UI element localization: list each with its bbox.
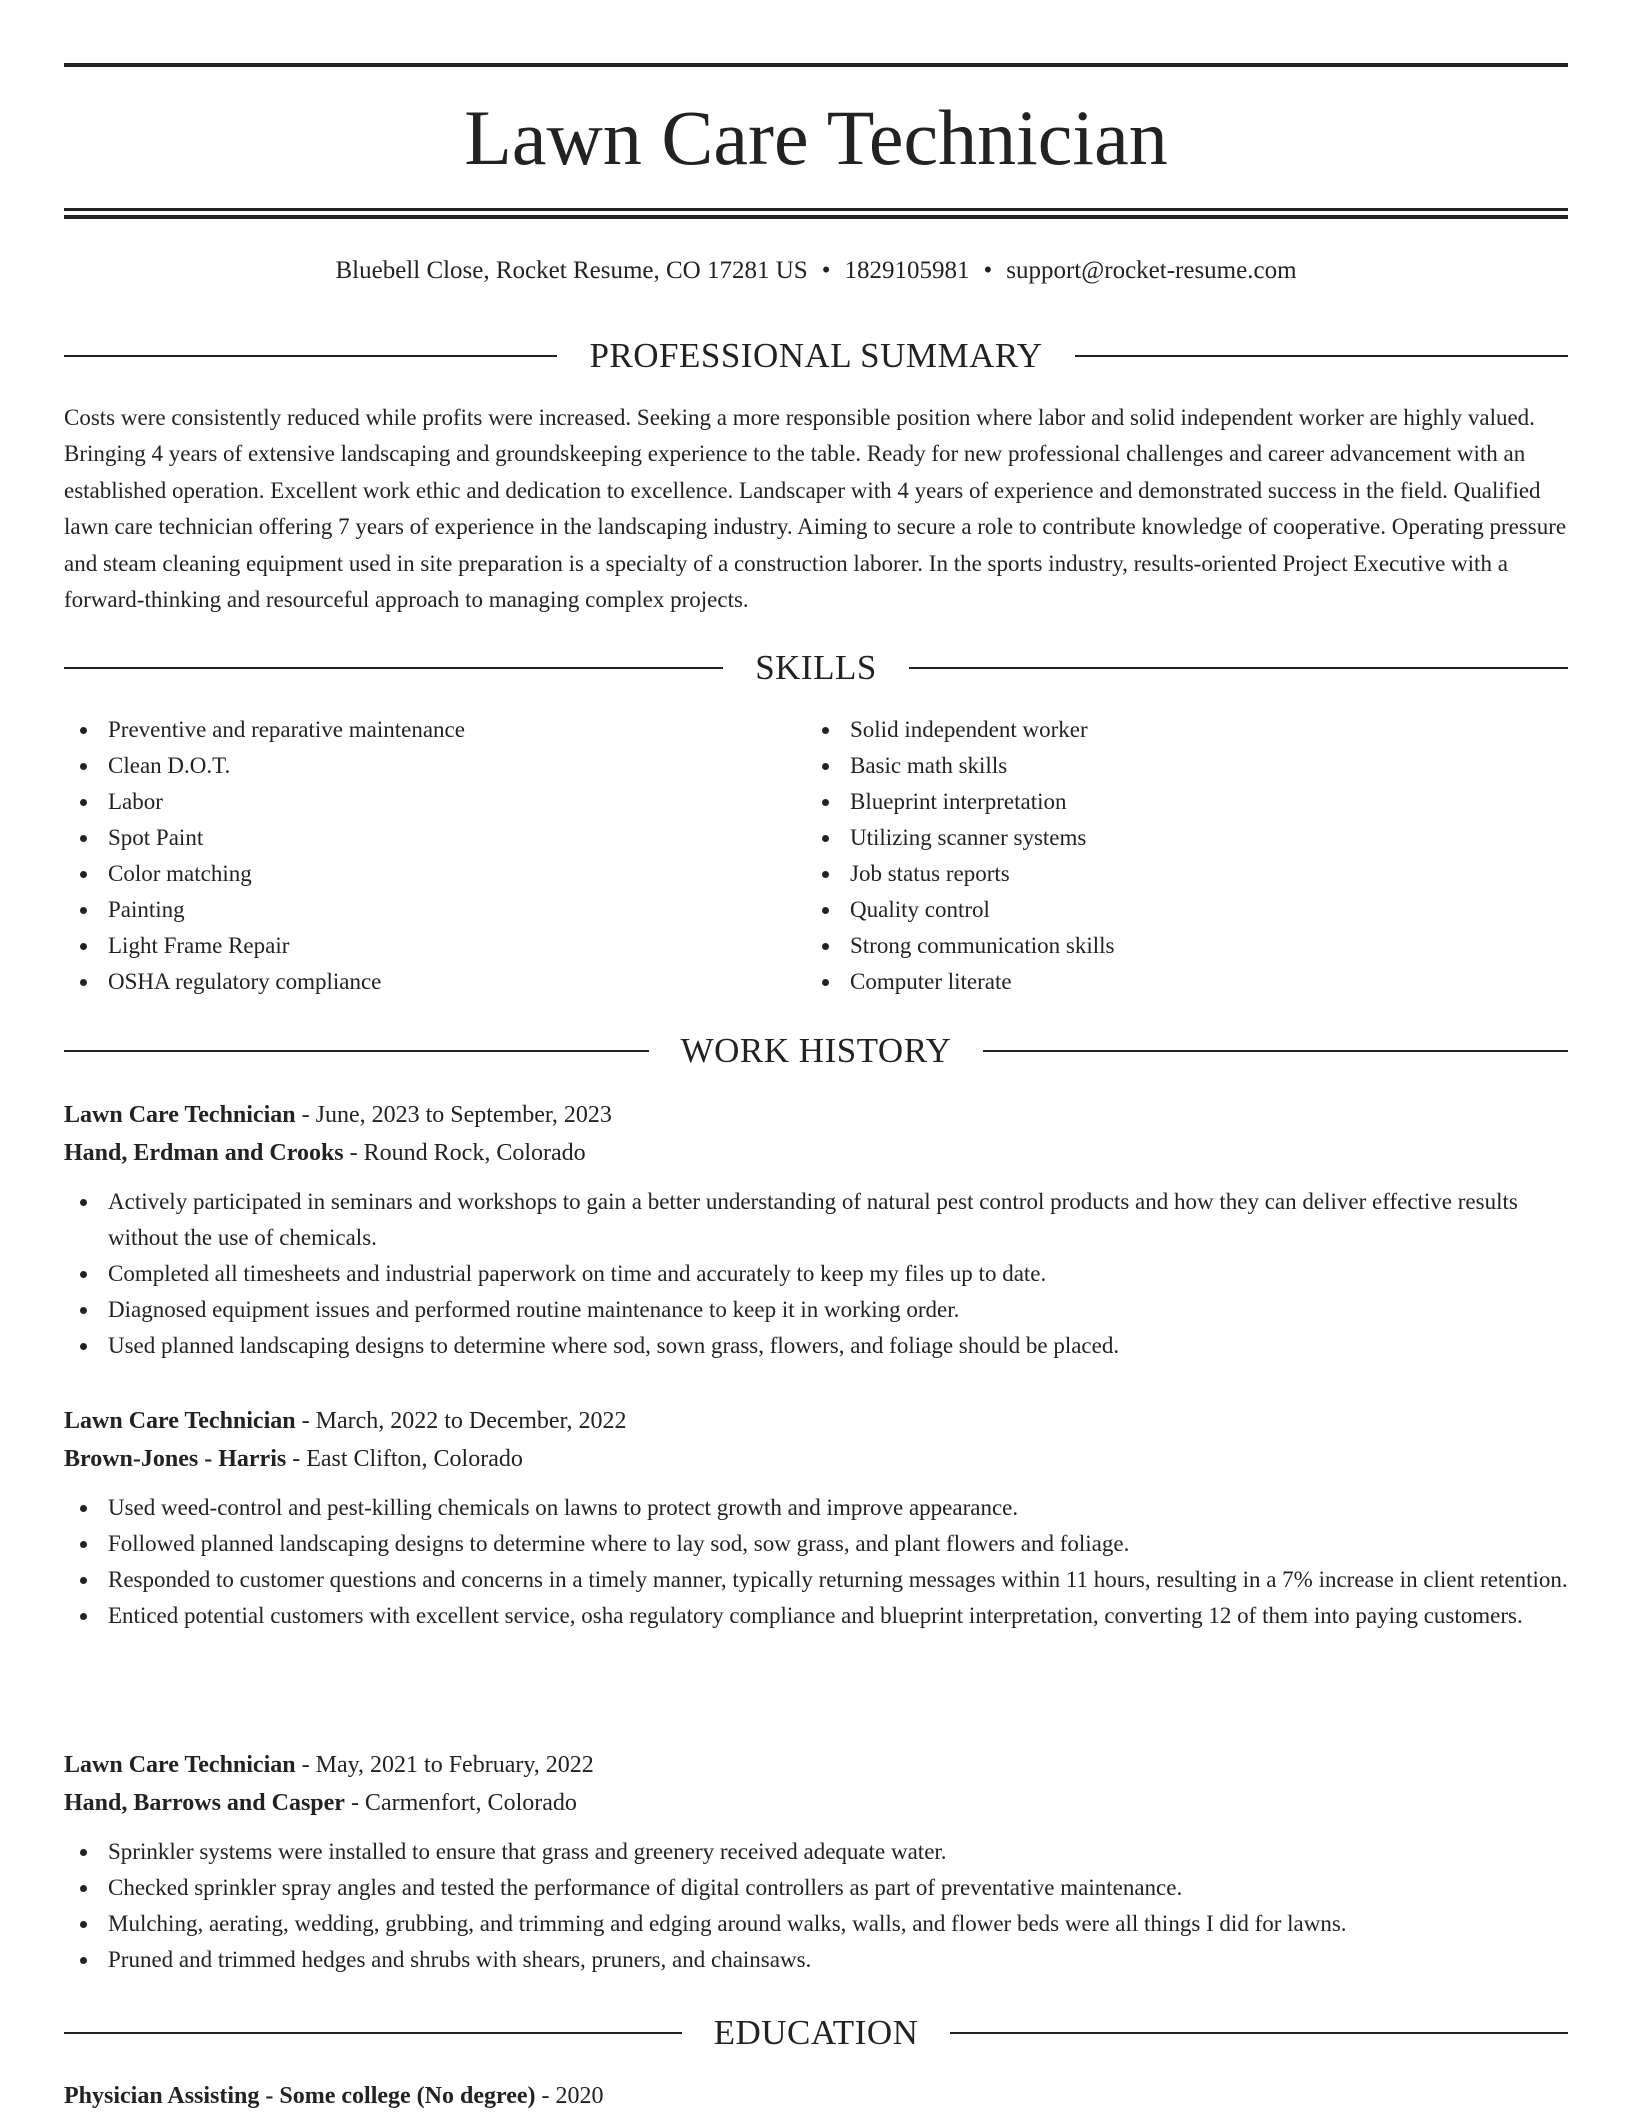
contact-separator: • bbox=[983, 257, 993, 284]
job-title-line bbox=[64, 1096, 1574, 1134]
skill-item: Painting bbox=[64, 892, 806, 928]
job-title-line bbox=[64, 1402, 1574, 1440]
heading-label: PROFESSIONAL SUMMARY bbox=[589, 336, 1043, 375]
job-dates: - June, 2023 to September, 2023 bbox=[295, 1102, 612, 1128]
job-company: Hand, Erdman and Crooks bbox=[64, 1140, 344, 1166]
job-bullet: Actively participated in seminars and workshops to gain a better understanding of natural pest control products and how they can deliver effective results without the use of chemicals. bbox=[64, 1184, 1574, 1256]
job-title-line bbox=[64, 1746, 1574, 1784]
skill-item: Solid independent worker bbox=[806, 712, 1548, 748]
skill-item: Utilizing scanner systems bbox=[806, 820, 1548, 856]
heading-label: SKILLS bbox=[755, 648, 877, 687]
skill-item: Blueprint interpretation bbox=[806, 784, 1548, 820]
skill-item: Strong communication skills bbox=[806, 928, 1548, 964]
job-entry bbox=[64, 1746, 1574, 1978]
skill-item: Color matching bbox=[64, 856, 806, 892]
contact-line bbox=[0, 254, 1632, 288]
heading-rule-left bbox=[64, 2032, 682, 2034]
education-entry bbox=[64, 2078, 604, 2114]
title-double-rule-lower bbox=[64, 215, 1568, 219]
job-location: - Round Rock, Colorado bbox=[343, 1140, 586, 1166]
job-dates: - March, 2022 to December, 2022 bbox=[295, 1408, 627, 1434]
skill-item: Computer literate bbox=[806, 964, 1548, 1000]
job-bullets bbox=[64, 1184, 1574, 1364]
summary-text: Costs were consistently reduced while profits were increased. Seeking a more responsible position where labor and solid independent worker are highly valued. Bringing 4 years of extensive landscaping and groundskeeping experience to the table. Ready for new professional challenges and career advancement with an established operation. Excellent work ethic and dedication to excellence. Landscaper with 4 years of experience and demonstrated success in the field. Qualified lawn care technician offering 7 years of experience in the landscaping industry. Aiming to secure a role to contribute knowledge of cooperative. Operating pressure and steam cleaning equipment used in site preparation is a specialty of a construction laborer. In the sports industry, results-oriented Project Executive with a forward-thinking and resourceful approach to managing complex projects. bbox=[64, 405, 1567, 613]
job-company: Hand, Barrows and Casper bbox=[64, 1790, 345, 1816]
contact-phone: 1829105981 bbox=[844, 257, 970, 284]
job-entry bbox=[64, 1096, 1574, 1364]
job-bullets bbox=[64, 1834, 1574, 1978]
section-heading-education bbox=[64, 2011, 1568, 2055]
heading-rule-right bbox=[1075, 355, 1568, 357]
heading-rule-left bbox=[64, 355, 557, 357]
skills-column-left bbox=[64, 712, 806, 1000]
skill-item: Job status reports bbox=[806, 856, 1548, 892]
job-location: - East Clifton, Colorado bbox=[286, 1446, 523, 1472]
job-bullet: Enticed potential customers with excellent service, osha regulatory compliance and blueprint interpretation, converting 12 of them into paying customers. bbox=[64, 1598, 1574, 1634]
job-title: Lawn Care Technician bbox=[64, 1752, 296, 1778]
job-company: Brown-Jones - Harris bbox=[64, 1446, 287, 1472]
skills-list bbox=[64, 712, 1568, 1000]
top-rule bbox=[64, 63, 1568, 67]
heading-rule-right bbox=[909, 667, 1568, 669]
job-entry bbox=[64, 1402, 1574, 1634]
job-bullet: Used planned landscaping designs to determine where sod, sown grass, flowers, and foliage should be placed. bbox=[64, 1328, 1574, 1364]
job-bullets bbox=[64, 1490, 1574, 1634]
resume-title: Lawn Care Technician bbox=[464, 94, 1168, 181]
job-bullet: Sprinkler systems were installed to ensure that grass and greenery received adequate water. bbox=[64, 1834, 1574, 1870]
heading-rule-left bbox=[64, 667, 723, 669]
education-year: - 2020 bbox=[535, 2083, 604, 2109]
job-location: - Carmenfort, Colorado bbox=[344, 1790, 577, 1816]
job-title: Lawn Care Technician bbox=[64, 1102, 296, 1128]
heading-label: EDUCATION bbox=[713, 2013, 919, 2052]
job-bullet: Used weed-control and pest-killing chemicals on lawns to protect growth and improve appearance. bbox=[64, 1490, 1574, 1526]
heading-label: WORK HISTORY bbox=[680, 1031, 952, 1070]
job-company-line bbox=[64, 1784, 1574, 1822]
job-bullet: Followed planned landscaping designs to determine where to lay sod, sow grass, and plant flowers and foliage. bbox=[64, 1526, 1574, 1562]
skill-item: Preventive and reparative maintenance bbox=[64, 712, 806, 748]
job-bullet: Completed all timesheets and industrial paperwork on time and accurately to keep my files up to date. bbox=[64, 1256, 1574, 1292]
job-title: Lawn Care Technician bbox=[64, 1408, 296, 1434]
job-bullet: Responded to customer questions and concerns in a timely manner, typically returning messages within 11 hours, resulting in a 7% increase in client retention. bbox=[64, 1562, 1574, 1598]
job-bullet: Pruned and trimmed hedges and shrubs with shears, pruners, and chainsaws. bbox=[64, 1942, 1574, 1978]
section-heading-work-history bbox=[64, 1029, 1568, 1073]
heading-rule-left bbox=[64, 1050, 649, 1052]
skill-item: OSHA regulatory compliance bbox=[64, 964, 806, 1000]
heading-rule-right bbox=[950, 2032, 1568, 2034]
job-company-line bbox=[64, 1134, 1574, 1172]
skill-item: Spot Paint bbox=[64, 820, 806, 856]
section-heading-summary bbox=[64, 334, 1568, 378]
job-bullet: Diagnosed equipment issues and performed routine maintenance to keep it in working order. bbox=[64, 1292, 1574, 1328]
job-company-line bbox=[64, 1440, 1574, 1478]
skill-item: Quality control bbox=[806, 892, 1548, 928]
job-bullet: Mulching, aerating, wedding, grubbing, and trimming and edging around walks, walls, and flower beds were all things I did for lawns. bbox=[64, 1906, 1574, 1942]
job-dates: - May, 2021 to February, 2022 bbox=[295, 1752, 594, 1778]
skills-column-right bbox=[806, 712, 1548, 1000]
contact-email: support@rocket-resume.com bbox=[1006, 257, 1297, 284]
skill-item: Light Frame Repair bbox=[64, 928, 806, 964]
job-bullet: Checked sprinkler spray angles and tested the performance of digital controllers as part of preventative maintenance. bbox=[64, 1870, 1574, 1906]
education-degree: Physician Assisting - Some college (No degree) bbox=[64, 2083, 536, 2109]
skill-item: Clean D.O.T. bbox=[64, 748, 806, 784]
title-double-rule-upper bbox=[64, 208, 1568, 211]
contact-address: Bluebell Close, Rocket Resume, CO 17281 US bbox=[335, 257, 808, 284]
skill-item: Labor bbox=[64, 784, 806, 820]
contact-separator: • bbox=[821, 257, 831, 284]
section-heading-skills bbox=[64, 646, 1568, 690]
heading-rule-right bbox=[983, 1050, 1568, 1052]
skill-item: Basic math skills bbox=[806, 748, 1548, 784]
